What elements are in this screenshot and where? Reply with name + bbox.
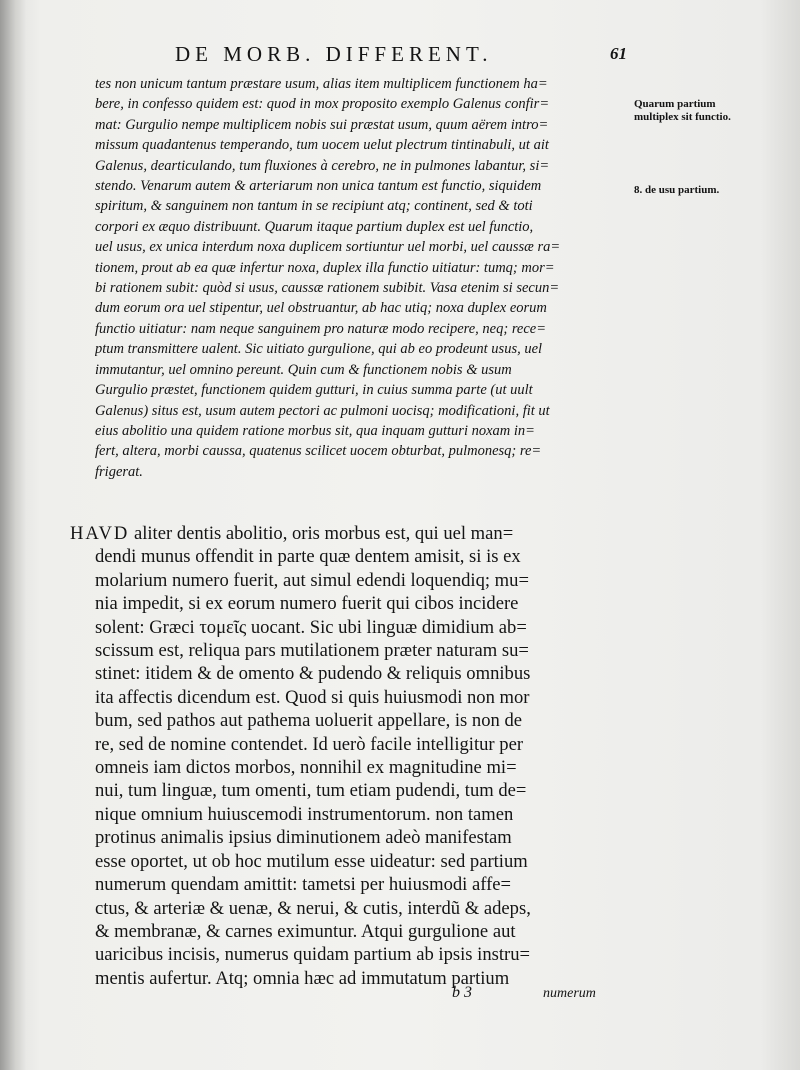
text-line: nia impedit, si ex eorum numero fuerit qui cibos incidere: [95, 593, 519, 615]
text-line: eius abolitio una quidem ratione morbus sit, qua inquam gutturi noxam in=: [95, 422, 535, 439]
text-line: Galenus, dearticulando, tum fluxiones à cerebro, ne in pulmones labantur, si=: [95, 157, 550, 174]
text-line: protinus animalis ipsius diminutionem adeò manifestam: [95, 827, 512, 849]
text-line: Galenus) situs est, usum autem pectori ac pulmoni uocisq; modificationi, fit ut: [95, 402, 550, 419]
text-line: missum quadantenus temperando, tum uocem uelut plectrum tintinabuli, ut ait: [95, 137, 549, 154]
text-line: esse oportet, ut ob hoc mutilum esse uideatur: sed partium: [95, 850, 528, 872]
dropcap-word: HAVD: [70, 523, 130, 544]
page-gutter-shadow: [0, 0, 26, 1070]
text-line: spiritum, & sanguinem non tantum in se recipiunt atq; continent, sed & toti: [95, 198, 533, 215]
text-line: immutantur, uel omnino pereunt. Quin cum & functionem nobis & usum: [95, 361, 512, 378]
text-line: nui, tum linguæ, tum omenti, tum etiam pudendi, tum de=: [95, 780, 527, 802]
text-line: stendo. Venarum autem & arteriarum non unica tantum est functio, siquidem: [95, 178, 542, 195]
text-line: ctus, & arteriæ & uenæ, & nerui, & cutis, interdũ & adeps,: [95, 897, 531, 919]
text-line: scissum est, reliqua pars mutilationem præter naturam su=: [95, 640, 529, 662]
text-line: molarium numero fuerit, aut simul edendi loquendiq; mu=: [95, 569, 529, 591]
text-line: solent: Græci τομεῖς uocant. Sic ubi linguæ dimidium ab=: [95, 616, 527, 638]
main-passage: [70, 522, 630, 990]
margin-note-partium: Quarum partium multiplex sit functio.: [634, 98, 731, 123]
folio-number: 61: [610, 44, 627, 63]
text-line: mentis aufertur. Atq; omnia hæc ad immutatum partium: [95, 967, 510, 989]
text-line: mat: Gurgulio nempe multiplicem nobis sui præstat usum, quum aërem intro=: [95, 116, 549, 133]
text-line: bum, sed pathos aut pathema uoluerit appellare, is non de: [95, 710, 523, 732]
text-line: tionem, prout ab ea quæ infertur noxa, duplex illa functio uitiatur: tumq; mor=: [95, 259, 555, 276]
running-head: DE MORB. DIFFERENT.: [175, 42, 493, 66]
text-line: ptum transmittere ualent. Sic uitiato gurgulione, qui ab eo prodeunt usus, uel: [95, 341, 543, 358]
text-line: functio uitiatur: nam neque sanguinem pro naturæ modo recipere, neq; rece=: [95, 320, 547, 337]
text-line-first: [70, 522, 630, 545]
text-line: corpori ex æquo distribuunt. Quarum itaque partium duplex est uel functio,: [95, 218, 534, 235]
text-line: re, sed de nomine contendet. Id uerò facile intelligitur per: [95, 733, 524, 755]
text-line: ita affectis dicendum est. Quod si quis huiusmodi non mor: [95, 686, 530, 708]
text-line: frigerat.: [95, 463, 143, 480]
italic-passage: [95, 74, 615, 482]
signature-mark: b 3: [452, 984, 472, 1001]
text-line: dendi munus offendit in parte quæ dentem amisit, si is ex: [95, 546, 521, 568]
text-line: uel usus, ex unica interdum noxa duplicem sortiuntur uel morbi, uel caussæ ra=: [95, 239, 561, 256]
text-line: bi rationem subit: quòd si usus, caussæ rationem subibit. Vasa etenim si secun=: [95, 280, 560, 297]
text-line: omneis iam dictos morbos, nonnihil ex magnitudine mi=: [95, 757, 517, 779]
text-line: nique omnium huiuscemodi instrumentorum. non tamen: [95, 803, 514, 825]
text-line: tes non unicum tantum præstare usum, alias item multiplicem functionem ha=: [95, 76, 548, 92]
text-line: numerum quendam amittit: tametsi per huiusmodi affe=: [95, 874, 512, 896]
first-line-text: aliter dentis abolitio, oris morbus est, qui uel man=: [129, 523, 514, 544]
margin-note-usu: 8. de usu partium.: [634, 184, 720, 196]
text-line: uaricibus incisis, numerus quidam partium ab ipsis instru=: [95, 944, 530, 966]
text-line: fert, altera, morbi caussa, quatenus scilicet uocem obturbat, pulmonesq; re=: [95, 443, 542, 460]
catchword: numerum: [543, 986, 596, 1001]
text-line: stinet: itidem & de omento & pudendo & reliquis omnibus: [95, 663, 531, 685]
text-line: bere, in confesso quidem est: quod in mox proposito exemplo Galenus confir=: [95, 96, 550, 113]
text-line: & membranæ, & carnes eximuntur. Atqui gurgulione aut: [95, 920, 516, 942]
text-line: dum eorum ora uel stipentur, uel obstruantur, ab hac utiq; noxa duplex eorum: [95, 300, 547, 317]
text-line: Gurgulio præstet, functionem quidem gutturi, in cuius summa parte (ut uult: [95, 382, 533, 399]
